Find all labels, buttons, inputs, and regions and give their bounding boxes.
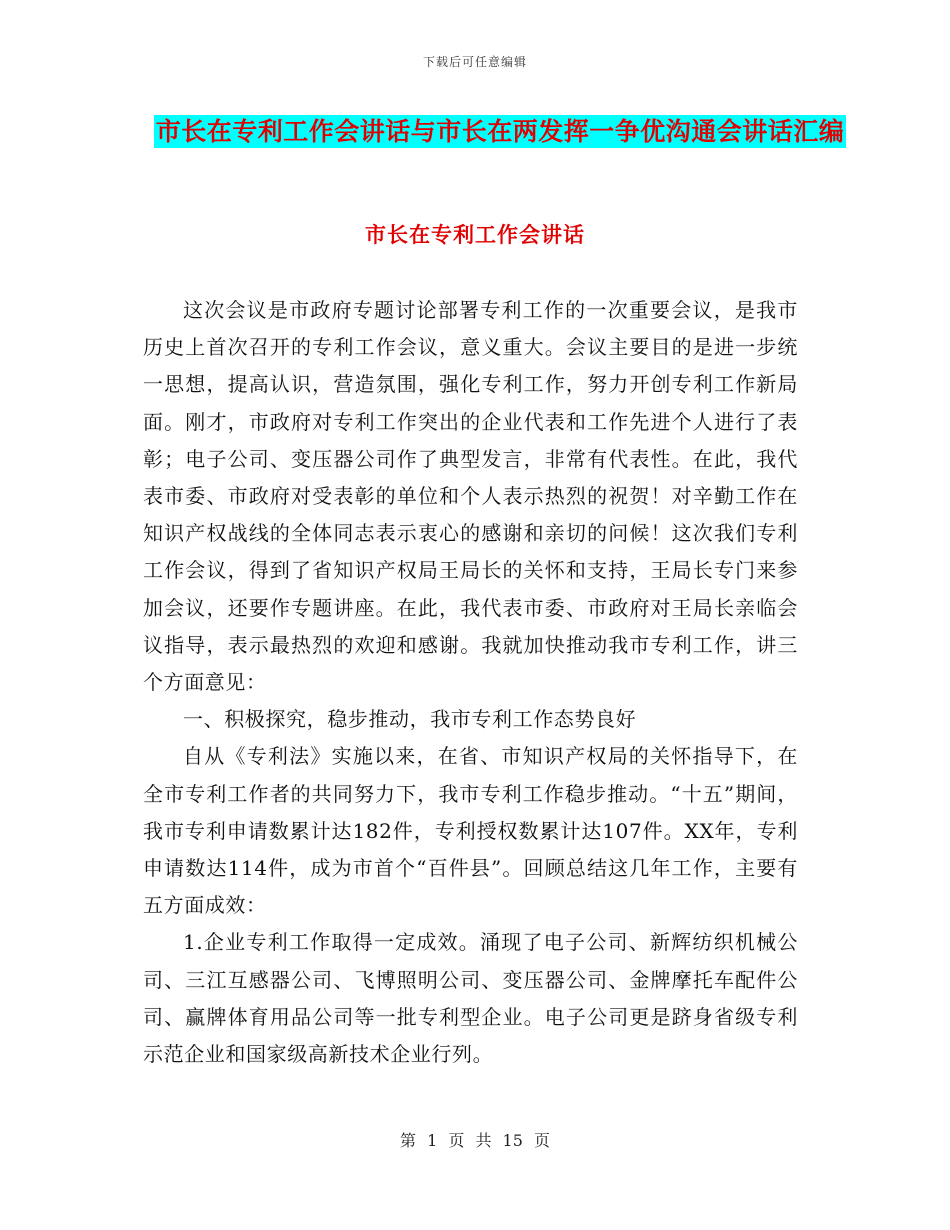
paragraph-intro: 这次会议是市政府专题讨论部署专利工作的一次重要会议，是我市历史上首次召开的专利工作会议，意义重大。会议主要目的是进一步统一思想，提高认识，营造氛围，强化专利工作，努力开创专利工作新局面。刚才，市政府对专利工作突出的企业代表和工作先进个人进行了表彰；电子公司、变压器公司作了典型发言，非常有代表性。在此，我代表市委、市政府对受表彰的单位和个人表示热烈的祝贺！对辛勤工作在知识产权战线的全体同志表示衷心的感谢和亲切的问候！这次我们专利工作会议，得到了省知识产权局王局长的关怀和支持，王局长专门来参加会议，还要作专题讲座。在此，我代表市委、市政府对王局长亲临会议指导，表示最热烈的欢迎和感谢。我就加快推动我市专利工作，讲三个方面意见： <box>143 298 798 695</box>
heading-part-one: 一、积极探究，稳步推动，我市专利工作态势良好 <box>183 707 637 732</box>
page-number-footer: 第 1 页 共 15 页 <box>400 1131 550 1150</box>
document-body <box>143 292 798 1073</box>
main-title <box>150 110 850 154</box>
section-title: 市长在专利工作会讲话 <box>365 223 585 247</box>
header-note: 下载后可任意编辑 <box>422 55 527 69</box>
paragraph-point-one: 1.企业专利工作取得一定成效。涌现了电子公司、新辉纺织机械公司、三江互感器公司、飞博照明公司、变压器公司、金牌摩托车配件公司、赢牌体育用品公司等一批专利型企业。电子公司更是跻身省级专利示范企业和国家级高新技术企业行列。 <box>143 930 798 1067</box>
main-title-text: 市长在专利工作会讲话与市长在两发挥一争优沟通会讲话汇编 <box>155 117 845 146</box>
paragraph-overview: 自从《专利法》实施以来，在省、市知识产权局的关怀指导下，在全市专利工作者的共同努力下，我市专利工作稳步推动。“十五”期间，我市专利申请数累计达182件，专利授权数累计达107件。XX年，专利申请数达114件，成为市首个“百件县”。回顾总结这几年工作，主要有五方面成效： <box>143 744 798 918</box>
